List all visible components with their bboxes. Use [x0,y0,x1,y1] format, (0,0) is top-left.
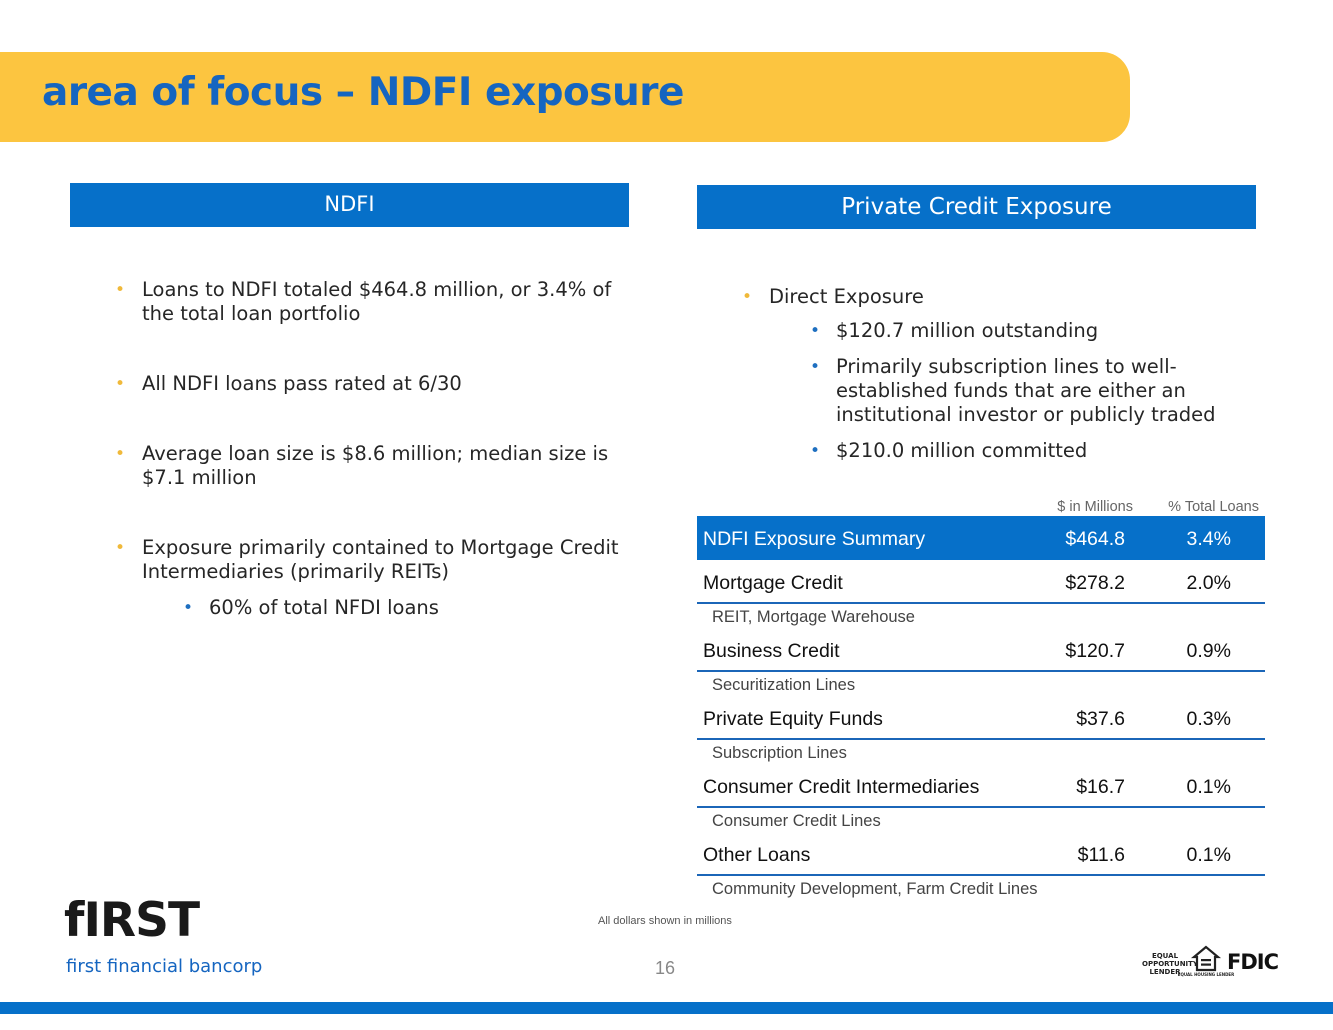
company-logo: fIRST [64,893,200,948]
row-amount: $16.7 [1076,776,1125,798]
column-header-amount: $ in Millions [1057,499,1133,515]
bullet-text: $120.7 million outstanding [836,319,1099,342]
row-name: Consumer Credit Intermediaries [703,776,980,798]
bullet-text: Direct Exposure [769,285,924,308]
bullet-icon: • [115,280,126,300]
bullet-icon: • [810,441,821,461]
row-pct: 0.9% [1186,640,1231,662]
summary-amount: $464.8 [1065,528,1125,550]
summary-name: NDFI Exposure Summary [703,528,926,550]
row-name: Private Equity Funds [703,708,883,730]
sub-list [810,319,1249,463]
fdic-logo: FDIC [1227,950,1279,974]
ndfi-exposure-table [697,496,1265,900]
company-name: first financial bancorp [66,956,263,977]
row-amount: $278.2 [1065,572,1125,594]
row-pct: 0.1% [1186,844,1231,866]
private-credit-bullet-list [742,285,1249,475]
table-row [697,628,1265,672]
ndfi-bullet-list [115,278,622,620]
bullet-icon: • [183,598,194,618]
row-detail: Consumer Credit Lines [712,812,881,830]
bullet-text: $210.0 million committed [836,439,1088,462]
row-detail: Subscription Lines [712,744,847,762]
table-row [697,832,1265,876]
bullet-icon: • [810,357,821,377]
bullet-icon: • [742,287,753,307]
table-row [697,764,1265,808]
list-item [115,372,622,396]
equal-opportunity-lender-logo: EQUAL OPPORTUNITY LENDER [1142,952,1199,976]
row-detail: Securitization Lines [712,676,856,694]
bullet-text: Loans to NDFI totaled $464.8 million, or 3.4% of the total loan portfolio [142,278,612,325]
table-row-detail [697,808,1265,832]
row-detail: REIT, Mortgage Warehouse [712,608,915,626]
row-amount: $11.6 [1077,844,1125,866]
ndfi-section-heading: NDFI [70,183,629,227]
page-title: area of focus – NDFI exposure [42,70,684,115]
table-row-detail [697,740,1265,764]
column-header-pct: % Total Loans [1168,499,1259,515]
list-item [115,442,622,490]
bullet-text: 60% of total NFDI loans [209,596,439,619]
footnote: All dollars shown in millions [598,915,732,927]
sub-list-item [183,596,622,620]
row-detail: Community Development, Farm Credit Lines [712,880,1038,898]
sub-list-item [810,439,1249,463]
row-amount: $120.7 [1065,640,1125,662]
table-row-detail [697,672,1265,696]
table-row-detail [697,604,1265,628]
equal-housing-lender-icon [1177,946,1235,980]
bullet-icon: • [115,538,126,558]
row-pct: 0.3% [1186,708,1231,730]
private-credit-section-heading: Private Credit Exposure [697,185,1256,229]
list-item [115,536,622,584]
row-amount: $37.6 [1076,708,1125,730]
table-row [697,560,1265,604]
list-item [115,278,622,326]
row-name: Mortgage Credit [703,572,843,594]
summary-pct: 3.4% [1186,528,1231,550]
table-row [697,696,1265,740]
bottom-accent-bar [0,1002,1333,1014]
bullet-icon: • [115,374,126,394]
bullet-text: Average loan size is $8.6 million; median size is $7.1 million [142,442,609,489]
bullet-text: All NDFI loans pass rated at 6/30 [142,372,462,395]
table-summary-row [697,516,1265,560]
table-column-headers [697,496,1265,516]
bullet-icon: • [810,321,821,341]
housing-text: EQUAL HOUSING LENDER [1177,972,1235,977]
sub-list-item [810,319,1249,343]
row-name: Business Credit [703,640,840,662]
table-row-detail [697,876,1265,900]
row-pct: 2.0% [1186,572,1231,594]
row-pct: 0.1% [1186,776,1231,798]
row-name: Other Loans [703,844,811,866]
sub-list-item [810,355,1249,427]
bullet-text: Primarily subscription lines to well-established funds that are either an institutional investor or publicly traded [836,355,1216,426]
bullet-text: Exposure primarily contained to Mortgage Credit Intermediaries (primarily REITs) [142,536,619,583]
list-item [742,285,1249,463]
page-number: 16 [655,958,676,978]
bullet-icon: • [115,444,126,464]
